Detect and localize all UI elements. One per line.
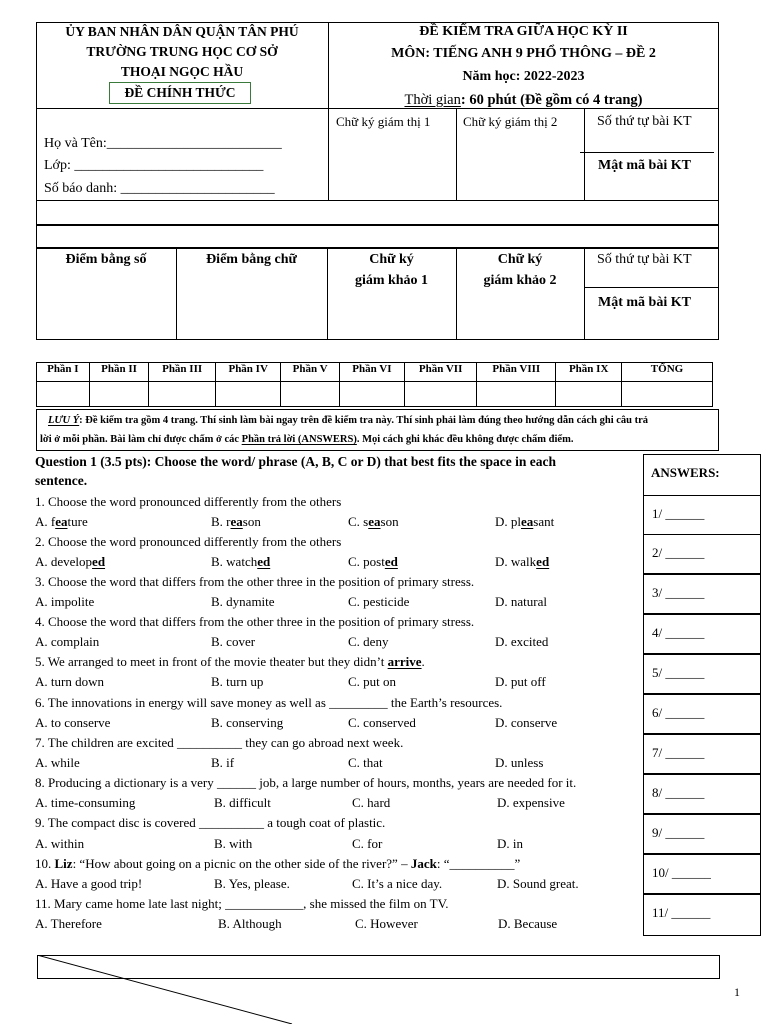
q8-option-b[interactable]: B. difficult [214, 795, 271, 810]
exam-title: ĐỀ KIỂM TRA GIỮA HỌC KỲ II [419, 24, 628, 39]
question-7: 7. The children are excited __________ they can go abroad next week. [35, 735, 404, 750]
part-header: Phần III [149, 363, 216, 382]
part-score-cell[interactable] [339, 382, 404, 407]
part-score-cell[interactable] [622, 382, 713, 407]
examiner-2-label-b: giám khảo 2 [483, 273, 557, 288]
q10-option-b[interactable]: B. Yes, please. [214, 876, 290, 891]
q5-option-c[interactable]: C. put on [348, 674, 397, 689]
q7-option-a[interactable]: A. while [35, 755, 80, 770]
part-score-cell[interactable] [37, 382, 90, 407]
grading-order-label: Số thứ tự bài KT [597, 252, 692, 267]
q2-option-b[interactable]: B. watched [211, 554, 271, 569]
answer-slot-3[interactable]: 3/ ______ [643, 574, 761, 614]
test-order-label: Số thứ tự bài KT [597, 114, 692, 129]
answer-slot-1[interactable]: 1/ ______ [643, 495, 761, 535]
answer-slot-8[interactable]: 8/ ______ [643, 774, 761, 814]
student-id-field[interactable]: Số báo danh: ______________________ [44, 181, 275, 196]
student-name-field[interactable]: Họ và Tên:_________________________ [44, 136, 282, 151]
q1-option-d[interactable]: D. pleasant [495, 514, 555, 529]
official-badge: ĐỀ CHÍNH THỨC [109, 82, 251, 104]
part-header: Phần V [281, 363, 339, 382]
page-number: 1 [734, 985, 740, 999]
q6-option-c[interactable]: C. conserved [348, 715, 416, 730]
examiner-1-label-b: giám khảo 1 [354, 273, 429, 288]
diagonal-cut-line [37, 955, 297, 1024]
question-10: 10. Liz: “How about going on a picnic on the other side of the river?” – Jack: “__________” [35, 856, 521, 871]
q1-option-b[interactable]: B. reason [211, 514, 261, 529]
time-label: Thời gian [404, 92, 461, 108]
grading-secret-code: Mật mã bài KT [598, 295, 691, 310]
q3-option-c[interactable]: C. pesticide [348, 594, 410, 609]
q1-option-c[interactable]: C. season [348, 514, 399, 529]
q8-option-d[interactable]: D. expensive [497, 795, 565, 810]
q6-option-a[interactable]: A. to conserve [35, 715, 111, 730]
answer-slot-10[interactable]: 10/ ______ [643, 854, 761, 894]
part-score-cell[interactable] [89, 382, 149, 407]
examiner-1-label-a: Chữ ký [369, 252, 414, 267]
answer-slot-2[interactable]: 2/ ______ [643, 534, 761, 574]
part-header: Phần II [89, 363, 149, 382]
examiner-2-label-a: Chữ ký [497, 252, 543, 267]
answers-header [643, 454, 761, 496]
q7-option-b[interactable]: B. if [211, 755, 235, 770]
q3-option-a[interactable]: A. impolite [35, 594, 95, 609]
answer-slot-4[interactable]: 4/ ______ [643, 614, 761, 654]
part-header: Phần I [37, 363, 90, 382]
q3-option-d[interactable]: D. natural [495, 594, 547, 609]
part-score-table [36, 362, 713, 407]
score-text-label: Điểm bằng chữ [206, 252, 297, 267]
part-header: TỔNG [622, 363, 713, 382]
part-score-cell[interactable] [215, 382, 281, 407]
q5-option-a[interactable]: A. turn down [35, 674, 104, 689]
q10-option-c[interactable]: C. It’s a nice day. [352, 876, 443, 891]
q5-option-b[interactable]: B. turn up [211, 674, 264, 689]
q10-option-a[interactable]: A. Have a good trip! [35, 876, 143, 891]
note-line1 [40, 411, 648, 430]
q6-option-d[interactable]: D. conserve [495, 715, 558, 730]
question-4: 4. Choose the word that differs from the other three in the position of primary stress. [35, 614, 475, 629]
q11-option-c[interactable]: C. However [355, 916, 418, 931]
part-score-cell[interactable] [477, 382, 556, 407]
part-header: Phần VII [405, 363, 477, 382]
authority-name: ỦY BAN NHÂN DÂN QUẬN TÂN PHÚ [65, 24, 299, 39]
question-5: 5. We arranged to meet in front of the movie theater but they didn’t arrive. [35, 654, 425, 669]
q2-option-c[interactable]: C. posted [348, 554, 398, 569]
exam-time [328, 91, 719, 109]
question-9: 9. The compact disc is covered __________ a tough coat of plastic. [35, 815, 386, 830]
q8-option-c[interactable]: C. hard [352, 795, 391, 810]
q2-option-a[interactable]: A. developed [35, 554, 106, 569]
q5-option-d[interactable]: D. put off [495, 674, 546, 689]
q1-option-a[interactable]: A. feature [35, 514, 88, 529]
note-answers-link: Phần trả lời (ANSWERS) [241, 434, 357, 445]
q11-option-d[interactable]: D. Because [498, 916, 558, 931]
answer-slot-7[interactable]: 7/ ______ [643, 734, 761, 774]
part-score-cell[interactable] [405, 382, 477, 407]
school-year: Năm học: 2022-2023 [462, 69, 585, 84]
q9-option-c[interactable]: C. for [352, 836, 383, 851]
score-number-label: Điểm bằng số [65, 252, 147, 267]
note-label: LƯU Ý [48, 415, 80, 426]
part-header: Phần VI [339, 363, 404, 382]
proctor-signature-2: Chữ ký giám thị 2 [463, 114, 558, 129]
school-name-line2: THOẠI NGỌC HẦU [120, 64, 244, 79]
part-header: Phần VIII [477, 363, 556, 382]
student-class-field[interactable]: Lớp: ___________________________ [44, 158, 264, 173]
q2-option-d[interactable]: D. walked [495, 554, 550, 569]
q6-option-b[interactable]: B. conserving [211, 715, 284, 730]
q9-option-d[interactable]: D. in [497, 836, 523, 851]
q7-option-c[interactable]: C. that [348, 755, 383, 770]
part-header: Phần IX [556, 363, 622, 382]
q3-option-b[interactable]: B. dynamite [211, 594, 275, 609]
note-text2c: . Mọi cách ghi khác đều không được chấm điểm. [356, 434, 574, 445]
time-value: : 60 phút (Đề gồm có 4 trang) [460, 92, 643, 108]
q4-option-c[interactable]: C. deny [348, 634, 389, 649]
test-secret-code: Mật mã bài KT [598, 158, 691, 173]
part-score-cell[interactable] [281, 382, 339, 407]
part-score-row [37, 382, 713, 407]
question-11: 11. Mary came home late last night; ____________, she missed the film on TV. [35, 896, 449, 911]
q10-option-d[interactable]: D. Sound great. [497, 876, 579, 891]
part-score-cell[interactable] [556, 382, 622, 407]
proctor-signature-1: Chữ ký giám thị 1 [336, 114, 431, 129]
answers-title: ANSWERS: [651, 465, 720, 480]
question-6: 6. The innovations in energy will save money as well as _________ the Earth’s resources. [35, 695, 503, 710]
question-8: 8. Producing a dictionary is a very ______ job, a large number of hours, months, years are needed for it. [35, 775, 577, 790]
q4-option-a[interactable]: A. complain [35, 634, 100, 649]
part-score-cell[interactable] [149, 382, 216, 407]
q7-option-d[interactable]: D. unless [495, 755, 544, 770]
q11-option-b[interactable]: B. Although [218, 916, 282, 931]
part-header-row [37, 363, 713, 382]
answer-slot-9[interactable]: 9/ ______ [643, 814, 761, 854]
answer-slot-5[interactable]: 5/ ______ [643, 654, 761, 694]
question1-title: Question 1 (3.5 pts): Choose the word/ phrase (A, B, C or D) that best fits the space in each [35, 454, 556, 469]
q4-option-b[interactable]: B. cover [211, 634, 256, 649]
part-header: Phần IV [215, 363, 281, 382]
q9-option-a[interactable]: A. within [35, 836, 85, 851]
q9-option-b[interactable]: B. with [214, 836, 253, 851]
question-3: 3. Choose the word that differs from the other three in the position of primary stress. [35, 574, 475, 589]
school-name-line1: TRƯỜNG TRUNG HỌC CƠ SỞ [86, 44, 278, 59]
note-text1: : Đề kiểm tra gồm 4 trang. Thí sinh làm bài ngay trên đề kiểm tra này. Thí sinh phải làm đúng theo hướng dẫn cách ghi câu trả [79, 415, 649, 426]
q8-option-a[interactable]: A. time-consuming [35, 795, 136, 810]
question1-title-cont: sentence. [35, 473, 88, 488]
q11-option-a[interactable]: A. Therefore [35, 916, 102, 931]
note-text2a: lời ở mỗi phần. Bài làm chỉ được chấm ở các [40, 434, 242, 445]
question-2: 2. Choose the word pronounced differently from the others [35, 534, 342, 549]
question-1: 1. Choose the word pronounced differently from the others [35, 494, 342, 509]
answer-slot-11[interactable]: 11/ ______ [643, 894, 761, 936]
q4-option-d[interactable]: D. excited [495, 634, 549, 649]
note-line2 [40, 430, 573, 449]
subject: MÔN: TIẾNG ANH 9 PHỔ THÔNG – ĐỀ 2 [391, 46, 656, 61]
answer-slot-6[interactable]: 6/ ______ [643, 694, 761, 734]
